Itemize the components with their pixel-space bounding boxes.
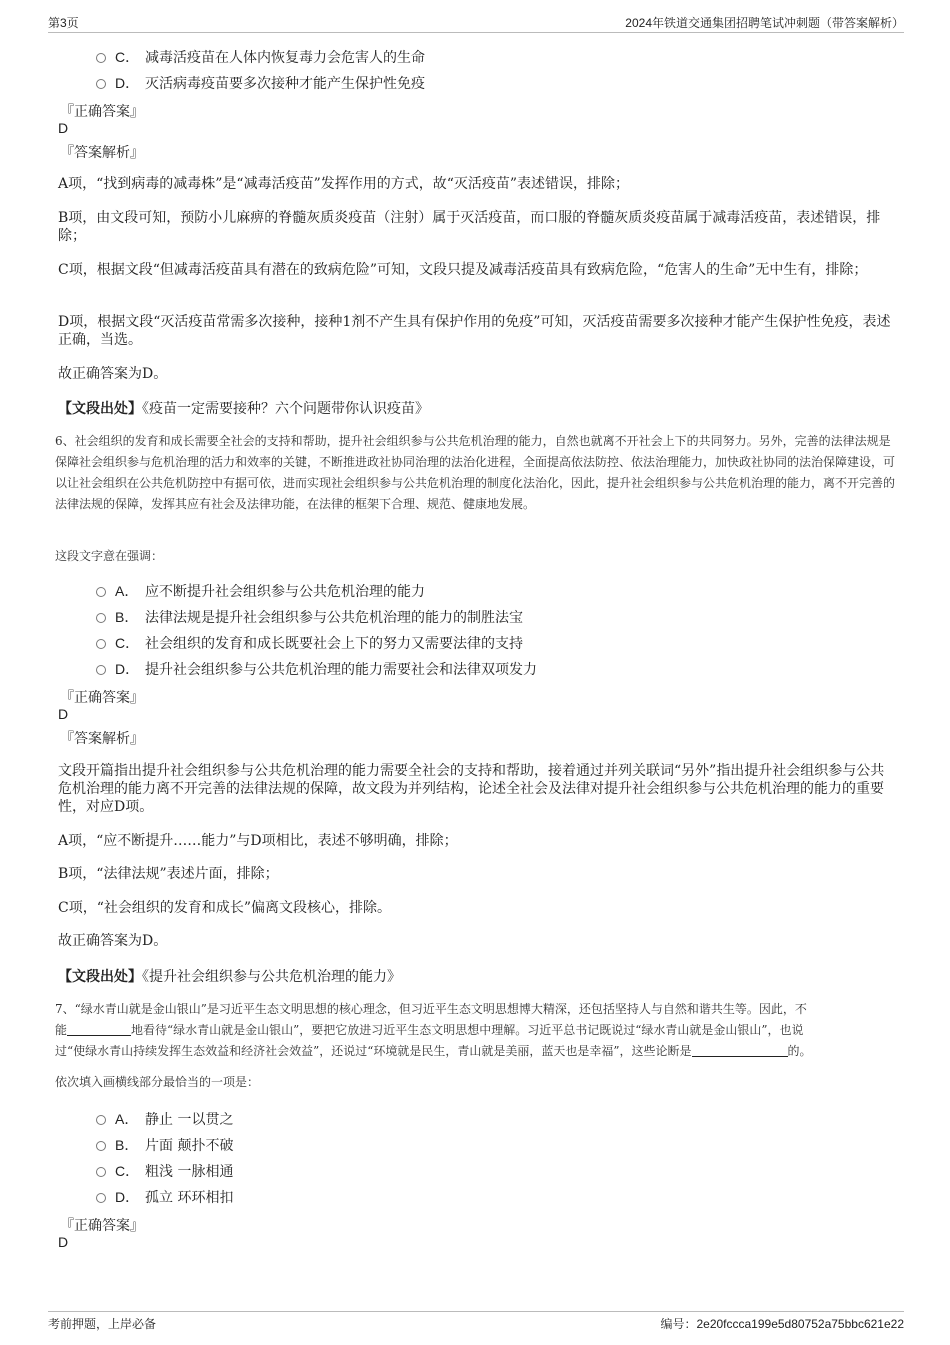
q6-analysis-label: 『答案解析』 (60, 731, 144, 747)
q7-stem: 7、“绿水青山就是金山银山”是习近平生态文明思想的核心理念，但习近平生态文明思想博大精深，还包括坚持人与自然和谐共生等。因此，不 能 地看待“绿水青山就是金山银山”，要把它放进习近平生态文明思想中理解。习近平总书记既说过“绿水青山就是金山银山”，也说 过“使绿水青山持续发挥生态效益和经济社会效益”，还说过“环境就是民生，青山就是美丽，蓝天也是幸福”，这些论断是 的。 (55, 1002, 812, 1058)
q6-analysis-b: B项，“法律法规”表述片面，排除； (58, 866, 279, 882)
q5-analysis-a: A项，“找到病毒的减毒株”是“减毒活疫苗”发挥作用的方式，故“灭活疫苗”表述错误，排除； (58, 176, 630, 192)
q7-prompt: 依次填入画横线部分最恰当的一项是： (55, 1075, 260, 1089)
radio-icon[interactable] (96, 1167, 106, 1177)
q7-option-c[interactable]: C． 粗浅 一脉相通 (96, 1161, 233, 1181)
q5-option-d[interactable]: D． 灭活病毒疫苗要多次接种才能产生保护性免疫 (96, 73, 425, 93)
q6-analysis-a: A项，“应不断提升……能力”与D项相比，表述不够明确，排除； (58, 833, 458, 849)
q6-stem: 6、社会组织的发育和成长需要全社会的支持和帮助，提升社会组织参与公共危机治理的能力，自然也就离不开社会上下的共同努力。另外，完善的法律法规是保障社会组织参与危机治理的活力和效率的关键，不断推进政社协同治理的法治化进程，全面提高依法防控、依法治理能力，加快政社协同的法治保障建设，可以让社会组织在公共危机防控中有据可依，进而实现社会组织参与公共危机治理的制度化法治化，因此，提升社会组织参与公共危机治理的能力，离不开完善的法律法规的保障，发挥其应有社会及法律功能，在法律的框架下合理、规范、健康地发展。 (55, 434, 896, 511)
q6-option-d[interactable]: D． 提升社会组织参与公共危机治理的能力需要社会和法律双项发力 (96, 659, 537, 679)
q5-analysis-c: C项，根据文段“但减毒活疫苗具有潜在的致病危险”可知，文段只提及减毒活疫苗具有致病危险，“危害人的生命”无中生有，排除； (58, 262, 868, 278)
q7-option-b[interactable]: B． 片面 颠扑不破 (96, 1135, 233, 1155)
q6-option-b[interactable]: B． 法律法规是提升社会组织参与公共危机治理的能力的制胜法宝 (96, 607, 523, 627)
radio-icon[interactable] (96, 613, 106, 623)
q5-analysis-b: B项，由文段可知，预防小儿麻痹的脊髓灰质炎疫苗（注射）属于灭活疫苗，而口服的脊髓灰质炎疫苗属于减毒活疫苗，表述错误，排除； (58, 210, 881, 244)
radio-icon[interactable] (96, 79, 106, 89)
page-header (48, 14, 904, 33)
q7-option-a[interactable]: A． 静止 一以贯之 (96, 1109, 233, 1129)
page-number: 第3页 (48, 16, 79, 30)
document-code: 编号：2e20fccca199e5d80752a75bbc621e22 (660, 1317, 904, 1331)
q6-analysis-c: C项，“社会组织的发育和成长”偏离文段核心，排除。 (58, 900, 392, 916)
radio-icon[interactable] (96, 1193, 106, 1203)
q6-conclusion: 故正确答案为D。 (58, 933, 168, 949)
radio-icon[interactable] (96, 1115, 106, 1125)
q6-option-c[interactable]: C． 社会组织的发育和成长既要社会上下的努力又需要法律的支持 (96, 633, 523, 653)
q6-answer: D (58, 706, 69, 722)
fill-blank-2[interactable] (692, 1044, 788, 1057)
radio-icon[interactable] (96, 665, 106, 675)
q5-analysis-label: 『答案解析』 (60, 145, 144, 161)
page-footer (48, 1311, 904, 1334)
q6-option-a[interactable]: A． 应不断提升社会组织参与公共危机治理的能力 (96, 581, 425, 601)
radio-icon[interactable] (96, 53, 106, 63)
q6-source: 【文段出处】《提升社会组织参与公共危机治理的能力》 (58, 969, 401, 985)
q5-option-c[interactable]: C． 减毒活疫苗在人体内恢复毒力会危害人的生命 (96, 47, 425, 67)
q7-option-d[interactable]: D． 孤立 环环相扣 (96, 1187, 233, 1207)
q5-conclusion: 故正确答案为D。 (58, 366, 168, 382)
fill-blank-1[interactable] (67, 1023, 131, 1036)
q6-prompt: 这段文字意在强调： (55, 549, 164, 563)
radio-icon[interactable] (96, 1141, 106, 1151)
q5-source: 【文段出处】《疫苗一定需要接种？六个问题带你认识疫苗》 (58, 401, 429, 417)
q6-analysis-main: 文段开篇指出提升社会组织参与公共危机治理的能力需要全社会的支持和帮助，接着通过并列关联词“另外”指出提升社会组织参与公共危机治理的能力离不开完善的法律法规的保障，故文段为并列结构，论述全社会及法律对提升社会组织参与公共危机治理的能力的重要性，对应D项。 (58, 763, 885, 815)
radio-icon[interactable] (96, 639, 106, 649)
document-title: 2024年铁道交通集团招聘笔试冲刺题（带答案解析） (625, 16, 904, 30)
q5-analysis-d: D项，根据文段“灭活疫苗常需多次接种，接种1剂不产生具有保护作用的免疫”可知，灭活疫苗需要多次接种才能产生保护性免疫，表述正确，当选。 (58, 314, 891, 348)
radio-icon[interactable] (96, 587, 106, 597)
q5-answer: D (58, 120, 69, 136)
q6-answer-label: 『正确答案』 (60, 690, 144, 706)
q7-answer: D (58, 1234, 69, 1250)
footer-slogan: 考前押题，上岸必备 (48, 1317, 157, 1331)
q7-answer-label: 『正确答案』 (60, 1218, 144, 1234)
q5-answer-label: 『正确答案』 (60, 104, 144, 120)
